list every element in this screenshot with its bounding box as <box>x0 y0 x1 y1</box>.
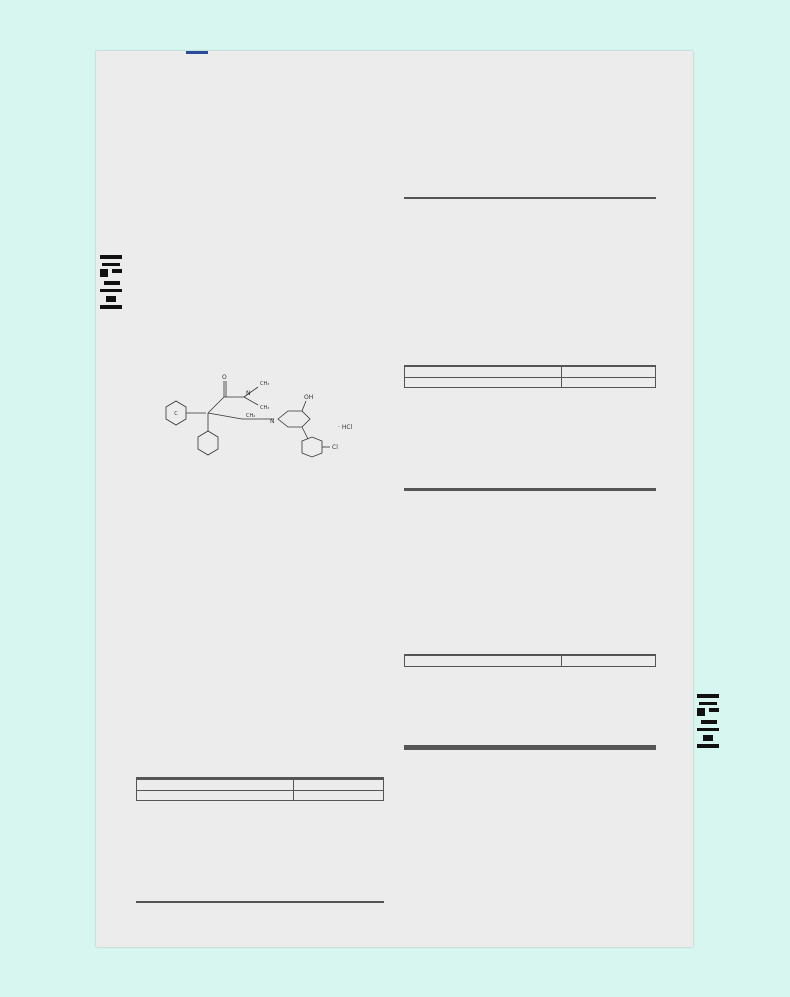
table-row <box>405 656 656 667</box>
table-row <box>405 377 656 388</box>
table-cell <box>405 490 656 491</box>
table-2 <box>136 901 384 903</box>
table-cell <box>294 790 384 801</box>
table-row <box>405 490 656 491</box>
svg-text:CH₃: CH₃ <box>260 405 270 411</box>
table-4 <box>404 488 656 491</box>
svg-text:C: C <box>174 411 178 417</box>
table-row <box>405 198 656 199</box>
svg-text:N: N <box>246 390 251 397</box>
table-cell <box>562 656 656 667</box>
table-row <box>137 780 384 791</box>
table-6 <box>404 745 656 750</box>
top-mark <box>186 51 208 54</box>
barcode-mark-left <box>100 255 122 311</box>
revision-dates <box>136 85 169 103</box>
svg-text:N: N <box>270 418 275 425</box>
approval-date <box>136 85 169 94</box>
table-cell <box>405 749 656 750</box>
table-cell <box>137 902 384 903</box>
svg-text:CH₂: CH₂ <box>246 413 256 419</box>
table-3 <box>404 365 656 388</box>
table-row <box>137 902 384 903</box>
table-cell <box>562 377 656 388</box>
table-row <box>405 749 656 750</box>
table-5 <box>404 654 656 667</box>
barcode-mark-right <box>697 694 719 750</box>
table-cell <box>405 377 562 388</box>
table-cell <box>405 198 656 199</box>
svg-text:CH₃: CH₃ <box>260 381 270 387</box>
table-cell <box>562 367 656 378</box>
table-row <box>137 790 384 801</box>
svg-text:O: O <box>222 374 227 381</box>
table-1 <box>136 777 384 801</box>
table-cell <box>405 367 562 378</box>
table-row <box>405 367 656 378</box>
table-cell <box>294 780 384 791</box>
svg-text:· HCl: · HCl <box>338 424 353 431</box>
left-column <box>136 193 384 197</box>
table-cell <box>137 790 294 801</box>
svg-text:Cl: Cl <box>332 444 338 451</box>
leaflet-paper <box>96 51 693 947</box>
svg-text:OH: OH <box>304 394 314 401</box>
revision-date-first <box>136 94 169 103</box>
table-cell <box>405 656 562 667</box>
table-cell <box>137 780 294 791</box>
table-2-continued <box>404 197 656 199</box>
chemical-structure-diagram <box>146 367 356 477</box>
